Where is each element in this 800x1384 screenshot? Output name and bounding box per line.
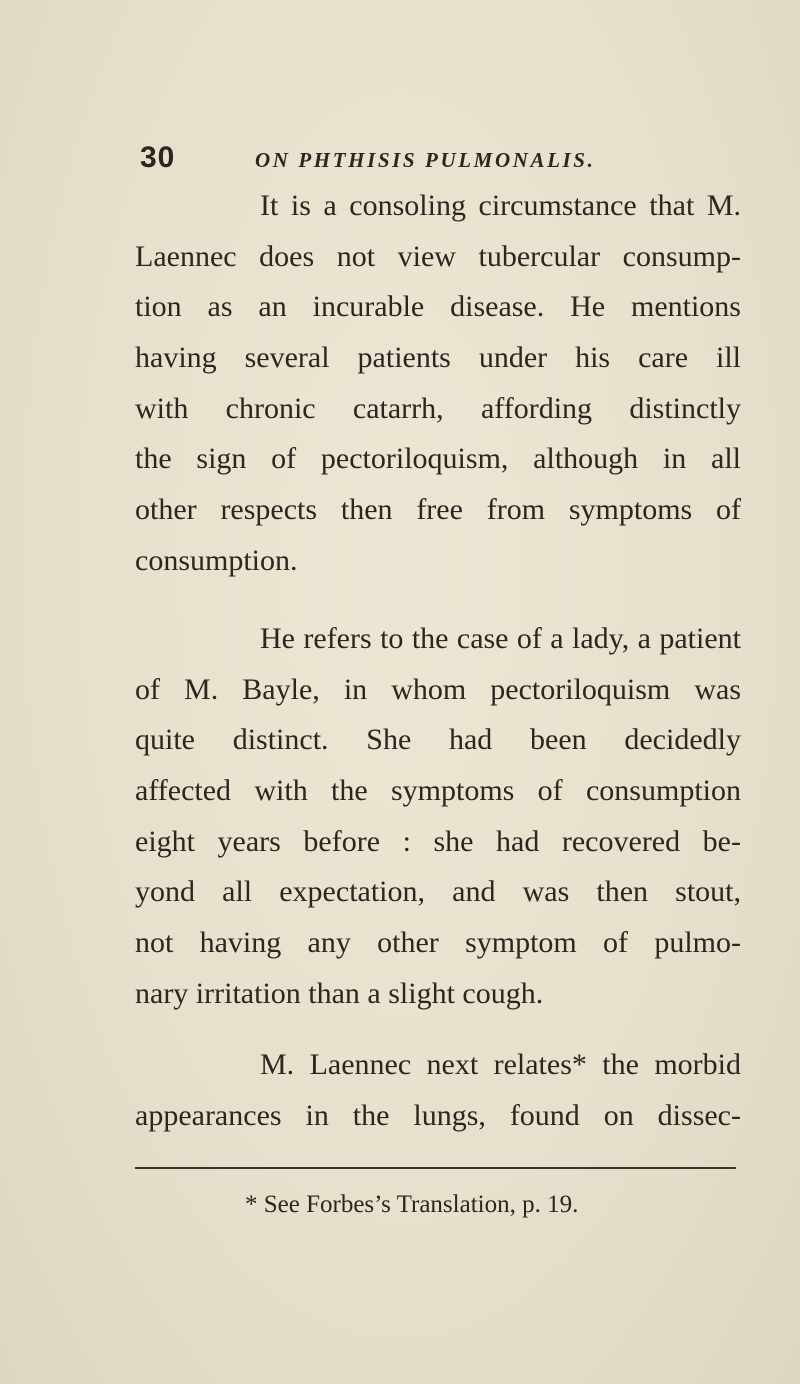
paragraph (135, 1040, 741, 1141)
text-line: It is a consoling circumstance that M. (260, 189, 741, 222)
text-line: other respects then free from symptoms of (135, 493, 741, 527)
text-line: the sign of pectoriloquism, although in all (135, 442, 741, 476)
text-line: appearances in the lungs, found on dissec- (135, 1098, 741, 1132)
paragraph (135, 614, 741, 1020)
text-line: quite distinct. She had been decidedly (135, 723, 741, 757)
running-title: ON PHTHISIS PULMONALIS. (255, 148, 596, 172)
text-line: He refers to the case of a lady, a patient (260, 622, 741, 655)
text-line: of M. Bayle, in whom pectoriloquism was (135, 672, 741, 706)
running-head (140, 138, 740, 178)
text-line: yond all expectation, and was then stout, (135, 875, 741, 909)
paragraph (135, 181, 741, 587)
text-line: having several patients under his care ill (135, 341, 741, 375)
text-line: nary irritation than a slight cough. (135, 976, 544, 1010)
text-line: tion as an incurable disease. He mentions (135, 290, 741, 324)
text-line: consumption. (135, 543, 298, 577)
text-line: Laennec does not view tubercular consump- (135, 239, 741, 273)
text-line: M. Laennec next relates* the morbid (260, 1048, 741, 1081)
text-line: eight years before : she had recovered be- (135, 824, 741, 858)
text-line: with chronic catarrh, affording distinctly (135, 391, 741, 425)
text-line: affected with the symptoms of consumption (135, 774, 741, 808)
footnote-rule (135, 1167, 736, 1169)
text-line: not having any other symptom of pulmo- (135, 926, 741, 960)
page-number: 30 (140, 141, 176, 174)
footnote: * See Forbes’s Translation, p. 19. (245, 1191, 579, 1218)
